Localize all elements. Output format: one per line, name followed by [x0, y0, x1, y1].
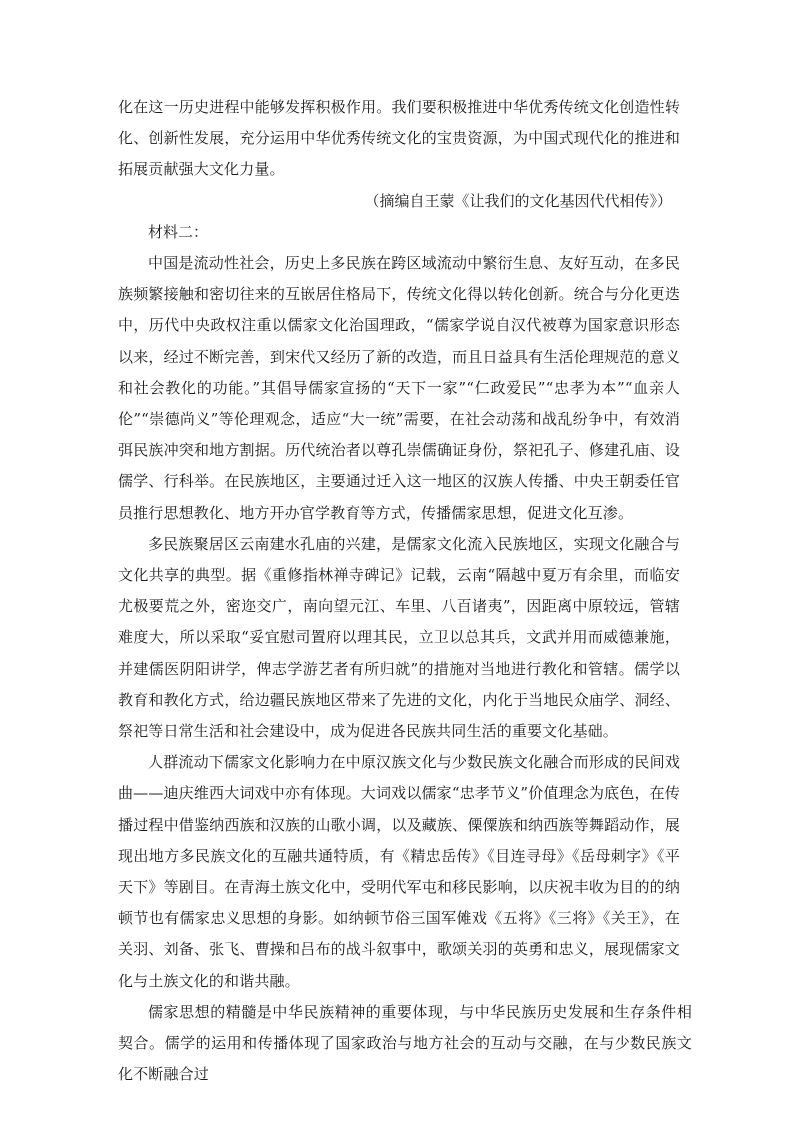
paragraph-3: 人群流动下儒家文化影响力在中原汉族文化与少数民族文化融合而形成的民间戏曲——迪庆维西大词戏中亦有体现。大词戏以儒家“忠孝节义”价值理念为底色，在传播过程中借鉴纳西族和汉族的山歌小调，以及藏族、傈僳族和纳西族等舞蹈动作，展现出地方多民族文化的互融共通特质，有《精忠岳传》《目连寻母》《岳母刺字》《平天下》等剧目。在青海土族文化中，受明代军屯和移民影响，以庆祝丰收为目的的纳顿节也有儒家忠义思想的身影。如纳顿节俗三国军傩戏《五将》《三将》《关王》，在关羽、刘备、张飞、曹操和吕布的战斗叙事中，歌颂关羽的英勇和忠义，展现儒家文化与土族文化的和谐共融。 [118, 753, 680, 990]
paragraph-2: 多民族聚居区云南建水孔庙的兴建，是儒家文化流入民族地区，实现文化融合与文化共享的典型。据《重修指林禅寺碑记》记载，云南“隔越中夏万有余里，而临安尤极要荒之外，密迩交广，南向望元江、车里、八百诸夷”，因距离中原较远，管辖难度大，所以采取“妥宜慰司置府以理其民，立卫以总其兵，文武并用而威德兼施，并建儒医阴阳讲学，俾志学游艺者有所归就”的措施对当地进行教化和管辖。儒学以教育和教化方式，给边疆民族地区带来了先进的文化，内化于当地民众庙学、洞经、祭祀等日常生活和社会建设中，成为促进各民族共同生活的重要文化基础。 [118, 534, 680, 741]
paragraph-4: 儒家思想的精髓是中华民族精神的重要体现，与中华民族历史发展和生存条件相契合。儒学的运用和传播体现了国家政治与地方社会的互动与交融，在与少数民族文化不断融合过 [118, 1002, 692, 1084]
intro-paragraph: 化在这一历史进程中能够发挥积极作用。我们要积极推进中华优秀传统文化创造性转化、创新性发展，充分运用中华优秀传统文化的宝贵资源，为中国式现代化的推进和拓展贡献强大文化力量。 [118, 98, 680, 179]
paragraph-1: 中国是流动性社会，历史上多民族在跨区域流动中繁衍生息、友好互动，在多民族频繁接触和密切往来的互嵌居住格局下，传统文化得以转化创新。统合与分化更迭中，历代中央政权注重以儒家文化治国理政，“儒家学说自汉代被尊为国家意识形态以来，经过不断完善，到宋代又经历了新的改造，而且日益具有生活伦理规范的意义和社会教化的功能。”其倡导儒家宣扬的“天下一家”“仁政爱民”“忠孝为本”“血亲人伦”“崇德尚义”等伦理观念，适应“大一统”需要，在社会动荡和战乱纷争中，有效消弭民族冲突和地方割据。历代统治者以尊孔崇儒确证身份，祭祀孔子、修建孔庙、设儒学、行科举。在民族地区，主要通过迁入这一地区的汉族人传播、中央王朝委任官员推行思想教化、地方开办官学教育等方式，传播儒家思想，促进文化互渗。 [118, 254, 680, 522]
source-citation: （摘编自王蒙《让我们的文化基因代代相传》） [364, 191, 672, 210]
document-body [118, 92, 692, 1091]
material-label: 材料二： [148, 222, 209, 241]
